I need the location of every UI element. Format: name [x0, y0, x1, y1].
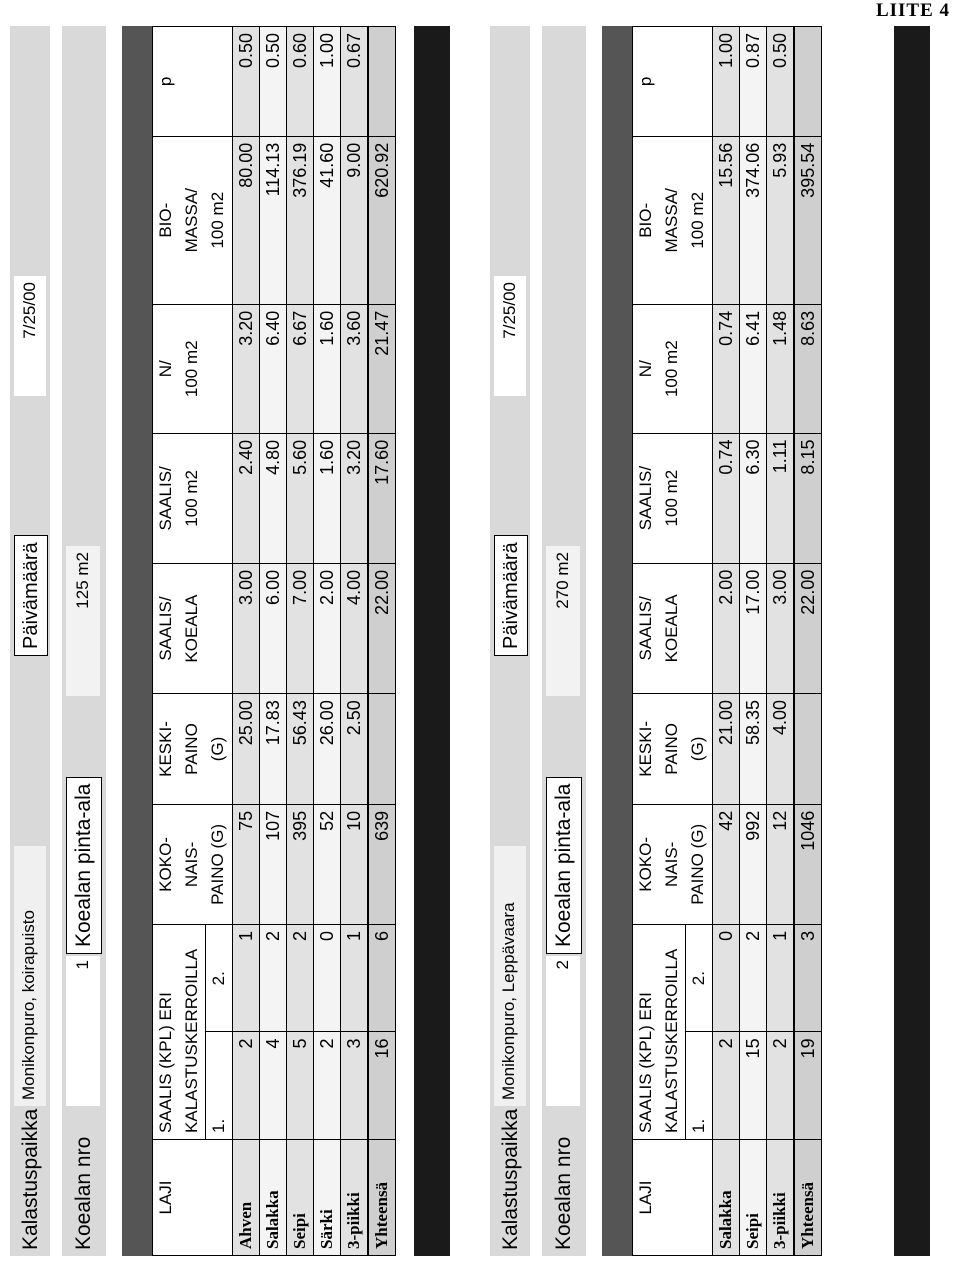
keskipaino-header	[153, 694, 233, 805]
total-row	[368, 27, 396, 1256]
saalis-koeala-header	[633, 563, 713, 693]
cell-n-100: 6.67	[287, 304, 314, 433]
cell-n-100: 3.60	[341, 304, 369, 433]
table-row	[314, 27, 341, 1256]
cell-total-weight: 992	[740, 804, 767, 924]
biomassa-header	[153, 136, 233, 304]
kokonaispaino-header-line: PAINO (G)	[688, 823, 707, 905]
catch-table	[152, 26, 396, 1256]
cell-species: Yhteensä	[368, 1139, 396, 1255]
cell-total-weight: 10	[341, 804, 369, 924]
site-number	[66, 956, 100, 1106]
p-header-text: p	[636, 76, 655, 87]
round2-header: 2.	[206, 924, 233, 1031]
kalastuspaikka-label: Kalastuspaikka	[19, 1108, 42, 1250]
date-value	[494, 276, 526, 396]
kokonaispaino-header-line: NAIS-	[662, 841, 681, 887]
cell-biomass: 15.56	[713, 136, 740, 304]
cell-biomass: 620.92	[368, 136, 396, 304]
cell-p: 0.50	[767, 27, 795, 137]
keskipaino-header-line: KESKI-	[636, 721, 655, 777]
cell-r1: 19	[794, 1032, 822, 1140]
pinta-ala-label: Koealan pinta-ala	[66, 777, 102, 954]
cell-mean-weight	[794, 694, 822, 805]
cell-r2: 1	[767, 924, 795, 1032]
bottom-bar	[414, 26, 450, 1256]
koealan-nro-label: Koealan nro	[72, 1136, 95, 1250]
cell-r1: 2	[713, 1032, 740, 1140]
laji-header	[633, 1139, 713, 1255]
saalis-koeala-header-line: SAALIS/	[156, 596, 175, 661]
p-header	[633, 27, 713, 137]
saalis-header	[633, 924, 686, 1139]
cell-catch-site: 2.00	[314, 563, 341, 693]
keskipaino-header-line: (G)	[208, 736, 227, 762]
cell-catch-site: 17.00	[740, 563, 767, 693]
cell-r2: 0	[713, 924, 740, 1032]
cell-total-weight: 395	[287, 804, 314, 924]
cell-catch-100: 6.30	[740, 433, 767, 563]
appendix-label: LIITE 4	[875, 0, 950, 21]
saalis-100-header-line: SAALIS/	[156, 466, 175, 531]
cell-species: Särki	[314, 1139, 341, 1255]
saalis-line2: KALASTUSKERROILLA	[662, 948, 681, 1133]
biomassa-header-line: 100 m2	[688, 191, 707, 249]
cell-mean-weight: 17.83	[260, 694, 287, 805]
cell-n-100: 1.48	[767, 304, 795, 433]
kokonaispaino-header-line: NAIS-	[182, 841, 201, 888]
cell-catch-site: 6.00	[260, 563, 287, 693]
cell-total-weight: 42	[713, 804, 740, 924]
cell-mean-weight: 4.00	[767, 694, 795, 805]
cell-total-weight: 12	[767, 804, 795, 924]
saalis-100-header-line: 100 m2	[662, 469, 681, 527]
date-text: 7/25/00	[500, 282, 519, 339]
cell-n-100: 6.40	[260, 304, 287, 433]
cell-species: Seipi	[287, 1139, 314, 1255]
saalis-line1: SAALIS (KPL) ERI	[636, 992, 655, 1133]
cell-species: Ahven	[233, 1139, 260, 1255]
cell-mean-weight: 25.00	[233, 694, 260, 805]
cell-species: Salakka	[713, 1139, 740, 1255]
cell-species: Salakka	[260, 1139, 287, 1255]
cell-catch-100: 17.60	[368, 433, 396, 563]
laji-header	[153, 1139, 233, 1255]
n-100-header-line: N/	[636, 360, 655, 378]
place-text: Monikonpuro, koirapuisto	[19, 910, 38, 1100]
cell-species: 3-piikki	[341, 1139, 369, 1255]
separator-bar	[122, 26, 152, 1256]
cell-biomass: 41.60	[314, 136, 341, 304]
cell-r1: 3	[341, 1032, 369, 1140]
cell-n-100: 8.63	[794, 304, 822, 433]
cell-p: 0.67	[341, 27, 369, 137]
kokonaispaino-header-line: KOKO-	[636, 836, 655, 892]
round2-header: 2.	[686, 924, 713, 1032]
cell-catch-site: 7.00	[287, 563, 314, 693]
cell-r2: 0	[314, 924, 341, 1031]
cell-r2: 6	[368, 924, 396, 1031]
saalis-100-header-line: 100 m2	[182, 470, 201, 527]
cell-mean-weight: 58.35	[740, 694, 767, 805]
cell-p	[368, 27, 396, 137]
cell-catch-100: 5.60	[287, 433, 314, 563]
biomassa-header-line: MASSA/	[182, 188, 201, 253]
n-100-header	[633, 304, 713, 433]
koealan-nro-label: Koealan nro	[552, 1136, 575, 1250]
sheet-1	[10, 26, 450, 1256]
cell-n-100: 6.41	[740, 304, 767, 433]
cell-catch-site: 22.00	[794, 563, 822, 693]
place-value	[494, 846, 526, 1106]
saalis-koeala-header-line: SAALIS/	[636, 596, 655, 661]
kokonaispaino-header	[153, 804, 233, 924]
cell-total-weight: 52	[314, 804, 341, 924]
cell-catch-100: 2.40	[233, 433, 260, 563]
p-header-text: p	[156, 76, 175, 87]
laji-header-text: LAJI	[156, 1180, 175, 1215]
cell-catch-site: 4.00	[341, 563, 369, 693]
cell-catch-site: 3.00	[233, 563, 260, 693]
saalis-koeala-header-line: KOEALA	[662, 594, 681, 663]
biomassa-header-line: BIO-	[636, 202, 655, 238]
cell-mean-weight: 2.50	[341, 694, 369, 805]
cell-r1: 15	[740, 1032, 767, 1140]
cell-catch-100: 1.60	[314, 433, 341, 563]
cell-r2: 1	[233, 924, 260, 1031]
kokonaispaino-header-line: PAINO (G)	[208, 823, 227, 905]
table-row	[767, 27, 795, 1256]
saalis-koeala-header-line: KOEALA	[182, 594, 201, 663]
cell-catch-100: 1.11	[767, 433, 795, 563]
cell-total-weight: 1046	[794, 804, 822, 924]
cell-n-100: 3.20	[233, 304, 260, 433]
kokonaispaino-header-line: KOKO-	[156, 837, 175, 892]
cell-biomass: 5.93	[767, 136, 795, 304]
keskipaino-header-line: (G)	[688, 736, 707, 762]
date-text: 7/25/00	[20, 282, 39, 339]
area-value	[546, 546, 580, 696]
saalis-koeala-header	[153, 563, 233, 693]
cell-r1: 4	[260, 1032, 287, 1140]
cell-r1: 2	[233, 1032, 260, 1140]
cell-catch-100: 4.80	[260, 433, 287, 563]
cell-r1: 5	[287, 1032, 314, 1140]
table-row	[713, 27, 740, 1256]
table-header-row	[633, 27, 686, 1256]
table-row	[260, 27, 287, 1256]
cell-catch-100: 8.15	[794, 433, 822, 563]
cell-catch-100: 3.20	[341, 433, 369, 563]
cell-p: 0.50	[260, 27, 287, 137]
cell-r2: 2	[287, 924, 314, 1031]
cell-species: Yhteensä	[794, 1139, 822, 1255]
n-100-header	[153, 304, 233, 433]
p-header	[153, 27, 233, 137]
area-text: 125 m2	[73, 552, 92, 609]
catch-table	[632, 26, 822, 1256]
cell-mean-weight	[368, 694, 396, 805]
cell-mean-weight: 26.00	[314, 694, 341, 805]
site-number	[546, 956, 580, 1106]
keskipaino-header-line: KESKI-	[156, 721, 175, 777]
n-100-header-line: 100 m2	[182, 340, 201, 398]
kalastuspaikka-label: Kalastuspaikka	[499, 1108, 522, 1250]
total-row	[794, 27, 822, 1256]
cell-r2: 2	[260, 924, 287, 1031]
saalis-header	[153, 924, 206, 1139]
biomassa-header-line: 100 m2	[208, 191, 227, 249]
cell-p: 0.87	[740, 27, 767, 137]
table-row	[287, 27, 314, 1256]
biomassa-header	[633, 136, 713, 304]
paivamaara-label: Päivämäärä	[494, 535, 528, 656]
cell-mean-weight: 56.43	[287, 694, 314, 805]
cell-total-weight: 107	[260, 804, 287, 924]
site-number-text: 2	[553, 960, 572, 970]
place-value	[14, 846, 46, 1106]
table-row	[341, 27, 369, 1256]
area-value	[66, 546, 100, 696]
table-row	[740, 27, 767, 1256]
keskipaino-header-line: PAINO	[662, 723, 681, 775]
pinta-ala-label: Koealan pinta-ala	[546, 777, 582, 954]
cell-r2: 2	[740, 924, 767, 1032]
cell-biomass: 376.19	[287, 136, 314, 304]
n-100-header-line: 100 m2	[662, 340, 681, 398]
cell-p: 1.00	[713, 27, 740, 137]
cell-biomass: 80.00	[233, 136, 260, 304]
cell-r1: 16	[368, 1032, 396, 1140]
cell-mean-weight: 21.00	[713, 694, 740, 805]
cell-total-weight: 75	[233, 804, 260, 924]
table-row	[233, 27, 260, 1256]
site-number-text: 1	[73, 960, 92, 970]
saalis-line2: KALASTUSKERROILLA	[182, 948, 201, 1133]
cell-biomass: 9.00	[341, 136, 369, 304]
cell-p	[794, 27, 822, 137]
cell-species: Seipi	[740, 1139, 767, 1255]
cell-biomass: 395.54	[794, 136, 822, 304]
round1-header: 1.	[206, 1032, 233, 1140]
paivamaara-label: Päivämäärä	[14, 535, 48, 656]
saalis-line1: SAALIS (KPL) ERI	[156, 992, 175, 1133]
biomassa-header-line: MASSA/	[662, 188, 681, 253]
table-header-row	[153, 27, 206, 1256]
cell-r1: 2	[767, 1032, 795, 1140]
cell-species: 3-piikki	[767, 1139, 795, 1255]
cell-catch-site: 3.00	[767, 563, 795, 693]
sheet-2	[490, 26, 930, 1256]
saalis-100-header	[633, 433, 713, 563]
date-value	[14, 276, 46, 396]
cell-p: 0.50	[233, 27, 260, 137]
n-100-header-line: N/	[156, 360, 175, 378]
area-text: 270 m2	[553, 552, 572, 609]
cell-r2: 1	[341, 924, 369, 1031]
cell-catch-site: 2.00	[713, 563, 740, 693]
separator-bar	[602, 26, 632, 1256]
cell-total-weight: 639	[368, 804, 396, 924]
saalis-100-header	[153, 433, 233, 563]
biomassa-header-line: BIO-	[156, 202, 175, 238]
bottom-bar	[894, 26, 930, 1256]
saalis-100-header-line: SAALIS/	[636, 465, 655, 531]
cell-biomass: 374.06	[740, 136, 767, 304]
cell-p: 0.60	[287, 27, 314, 137]
cell-r1: 2	[314, 1032, 341, 1140]
keskipaino-header-line: PAINO	[182, 723, 201, 775]
cell-catch-site: 22.00	[368, 563, 396, 693]
laji-header-text: LAJI	[636, 1180, 655, 1215]
kokonaispaino-header	[633, 804, 713, 924]
cell-n-100: 0.74	[713, 304, 740, 433]
cell-biomass: 114.13	[260, 136, 287, 304]
round1-header: 1.	[686, 1032, 713, 1140]
cell-r2: 3	[794, 924, 822, 1032]
cell-catch-100: 0.74	[713, 433, 740, 563]
cell-n-100: 1.60	[314, 304, 341, 433]
cell-p: 1.00	[314, 27, 341, 137]
keskipaino-header	[633, 694, 713, 805]
place-text: Monikonpuro, Leppävaara	[499, 902, 518, 1100]
cell-n-100: 21.47	[368, 304, 396, 433]
